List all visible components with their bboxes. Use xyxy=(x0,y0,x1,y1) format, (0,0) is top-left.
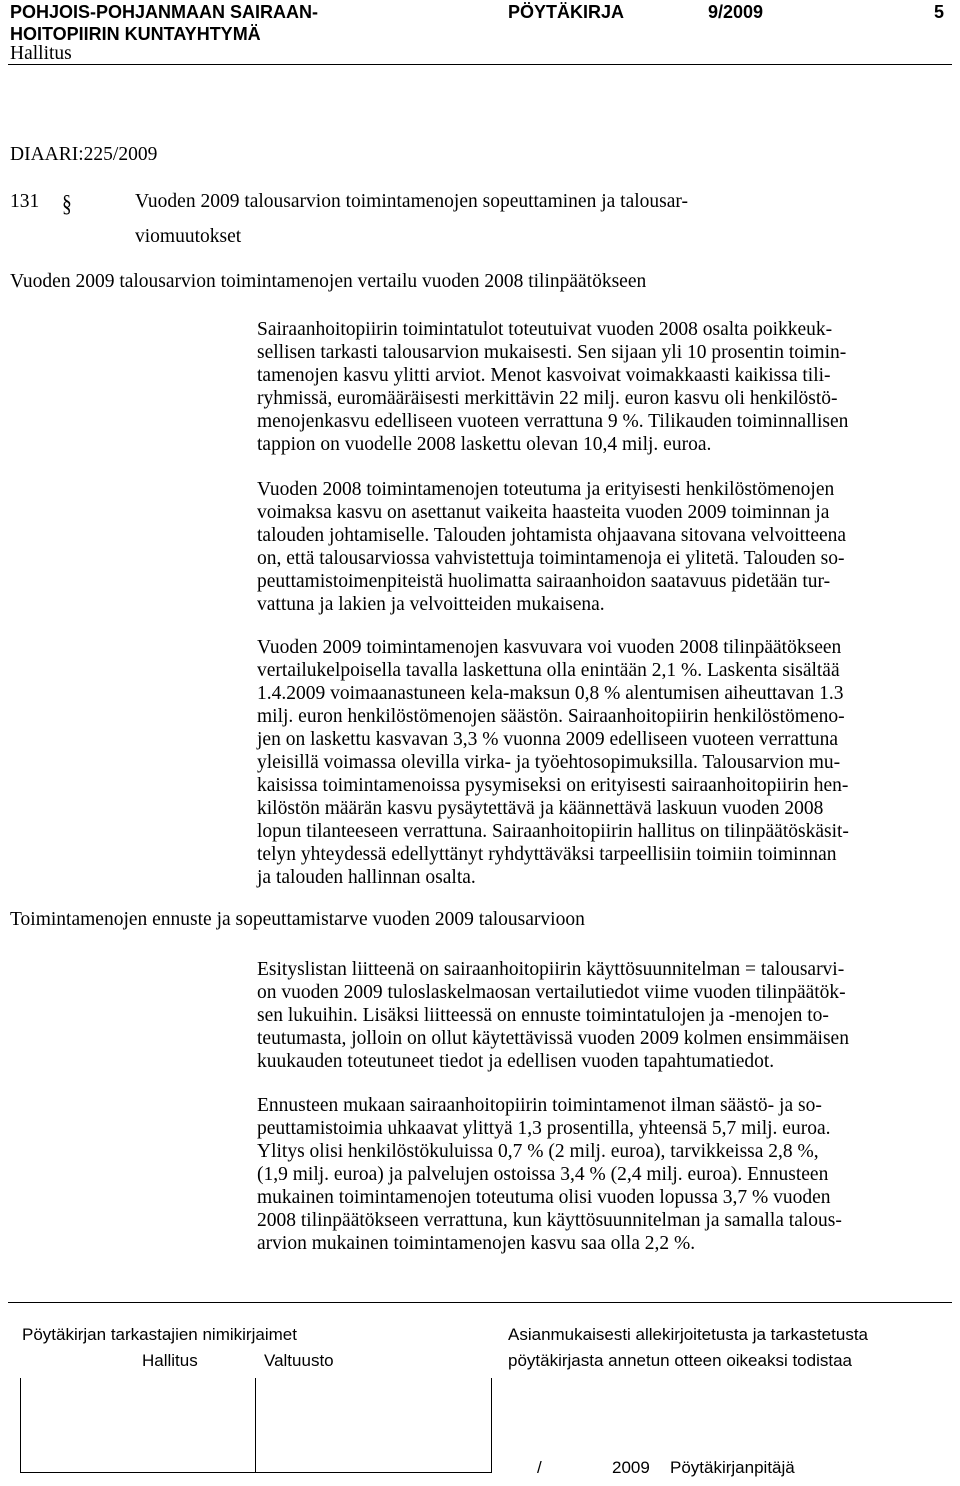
subheading-forecast: Toimintamenojen ennuste ja sopeuttamistarve vuoden 2009 talousarvioon xyxy=(10,909,585,930)
text-line: kaisissa toimintamenoissa pysymiseksi on erityisesti sairaanhoitopiirin hen- xyxy=(257,775,849,796)
text-line: menojenkasvu edelliseen vuoteen verrattuna 9 %. Tilikauden toiminnallisen xyxy=(257,411,849,432)
text-line: jen on laskettu kasvavan 3,3 % vuonna 2009 edelliseen vuoteen verrattuna xyxy=(257,729,839,750)
text-line: voimaksa kasvu on asettanut vaikeita haasteita vuoden 2009 toiminnan ja xyxy=(257,502,830,523)
page-number: 5 xyxy=(934,2,945,22)
footer-reviewers-title: Pöytäkirjan tarkastajien nimikirjaimet xyxy=(22,1325,297,1344)
text-line: milj. euron henkilöstömenojen säästön. Sairaanhoitopiirin henkilöstömeno- xyxy=(257,706,845,727)
text-line: arvion mukainen toimintamenojen kasvu saa olla 2,2 %. xyxy=(257,1233,696,1254)
text-line: kuukauden toteutuneet tiedot ja edellisen vuoden tapahtumatiedot. xyxy=(257,1051,775,1072)
footer-certification-line2: pöytäkirjasta annetun otteen oikeaksi todistaa xyxy=(508,1351,853,1370)
footer-rule xyxy=(8,1302,952,1303)
text-line: sellisen tarkasti talousarvion mukaisesti. Sen sijaan yli 10 prosentin toimin- xyxy=(257,342,847,363)
organization-name-line1: POHJOIS-POHJANMAAN SAIRAAN- xyxy=(10,2,319,22)
text-line: vattuna ja lakien ja velvoitteiden mukaisena. xyxy=(257,594,605,615)
text-line: Ylitys olisi henkilöstökuluissa 0,7 % (2 milj. euroa), tarvikkeissa 2,8 %, xyxy=(257,1141,819,1162)
text-line: Sairaanhoitopiirin toimintatulot toteutuivat vuoden 2008 osalta poikkeuk- xyxy=(257,319,833,340)
footer-signature-year: 2009 xyxy=(612,1458,650,1477)
text-line: teutumasta, jolloin on ollut käytettävissä vuoden 2009 kolmen ensimmäisen xyxy=(257,1028,849,1049)
subheading-comparison: Vuoden 2009 talousarvion toimintamenojen vertailu vuoden 2008 tilinpäätökseen xyxy=(10,271,647,292)
text-line: peuttamistoimia uhkaavat ylittyä 1,3 prosentilla, yhteensä 5,7 milj. euroa. xyxy=(257,1118,831,1139)
text-line: Esityslistan liitteenä on sairaanhoitopiirin käyttösuunnitelman = talousarvi- xyxy=(257,959,845,980)
footer-board-label: Hallitus xyxy=(142,1351,198,1370)
section-title-line1: Vuoden 2009 talousarvion toimintamenojen sopeuttaminen ja talousar- xyxy=(135,191,688,212)
text-line: on, että talousarviossa vahvistettuja toimintamenoja ei ylitetä. Talouden so- xyxy=(257,548,845,569)
diaari-number: DIAARI:225/2009 xyxy=(10,144,158,165)
section-number: 131 xyxy=(10,191,40,212)
body-name: Hallitus xyxy=(10,43,72,64)
text-line: mukainen toimintamenojen toteutuma olisi vuoden lopussa 3,7 % vuoden xyxy=(257,1187,831,1208)
footer-signature-role: Pöytäkirjanpitäjä xyxy=(670,1458,795,1477)
section-title-line2: viomuutokset xyxy=(135,226,242,247)
text-line: (1,9 milj. euroa) ja palvelujen ostoissa 3,4 % (2,4 milj. euroa). Ennusteen xyxy=(257,1164,829,1185)
text-line: 1.4.2009 voimaanastuneen kela-maksun 0,8 % alentumisen aiheuttavan 1.3 xyxy=(257,683,844,704)
text-line: talouden johtamiselle. Talouden johtamista ohjaavana sitovana velvoitteena xyxy=(257,525,847,546)
text-line: vertailukelpoisella tavalla laskettuna olla enintään 2,1 %. Laskenta sisältää xyxy=(257,660,840,681)
text-line: Vuoden 2008 toimintamenojen toteutuma ja erityisesti henkilöstömenojen xyxy=(257,479,835,500)
text-line: Vuoden 2009 toimintamenojen kasvuvara voi vuoden 2008 tilinpäätökseen xyxy=(257,637,842,658)
paragraph-attachment xyxy=(257,958,942,1073)
footer-signature-slash: / xyxy=(537,1458,542,1477)
footer-initials-divider xyxy=(255,1378,256,1472)
paragraph-2008-realization xyxy=(257,478,942,616)
text-line: Ennusteen mukaan sairaanhoitopiirin toimintamenot ilman säästö- ja so- xyxy=(257,1095,822,1116)
paragraph-operating-income xyxy=(257,318,942,456)
paragraph-forecast-details xyxy=(257,1094,942,1255)
header-rule xyxy=(8,64,952,65)
text-line: tappion on vuodelle 2008 laskettu olevan 10,4 milj. euroa. xyxy=(257,434,712,455)
text-line: ryhmissä, euromääräisesti merkittävin 22 milj. euron kasvu oli henkilöstö- xyxy=(257,388,838,409)
text-line: ja talouden hallinnan osalta. xyxy=(257,867,476,888)
footer-certification-line1: Asianmukaisesti allekirjoitetusta ja tarkastetusta xyxy=(508,1325,868,1344)
issue-number: 9/2009 xyxy=(708,2,764,22)
organization-name-line2: HOITOPIIRIN KUNTAYHTYMÄ xyxy=(10,24,261,44)
section-sign: § xyxy=(62,191,72,218)
document-type: PÖYTÄKIRJA xyxy=(508,2,625,22)
text-line: peuttamistoimenpiteistä huolimatta sairaanhoidon saatavuus pidetään tur- xyxy=(257,571,831,592)
text-line: 2008 tilinpäätökseen verrattuna, kun käyttösuunnitelman ja samalla talous- xyxy=(257,1210,842,1231)
paragraph-2009-growth-margin xyxy=(257,636,942,889)
text-line: on vuoden 2009 tuloslaskelmaosan vertailutiedot viime vuoden tilinpäätök- xyxy=(257,982,846,1003)
text-line: yleisillä voimassa olevilla virka- ja työehtosopimuksilla. Talousarvion mu- xyxy=(257,752,841,773)
text-line: kilöstön määrän kasvu pysäytettävä ja käännettävä laskuun vuoden 2008 xyxy=(257,798,824,819)
text-line: lopun tilanteeseen verrattuna. Sairaanhoitopiirin hallitus on tilinpäätöskäsit- xyxy=(257,821,849,842)
text-line: tamenojen kasvu ylitti arviot. Menot kasvoivat voimakkaasti kaikissa tili- xyxy=(257,365,831,386)
text-line: telyn yhteydessä edellyttänyt ryhdyttäväksi tarpeellisiin toimiin toiminnan xyxy=(257,844,837,865)
footer-council-label: Valtuusto xyxy=(264,1351,334,1370)
text-line: sen lukuihin. Lisäksi liitteessä on ennuste toimintatulojen ja -menojen to- xyxy=(257,1005,829,1026)
footer-initials-box xyxy=(20,1378,492,1473)
